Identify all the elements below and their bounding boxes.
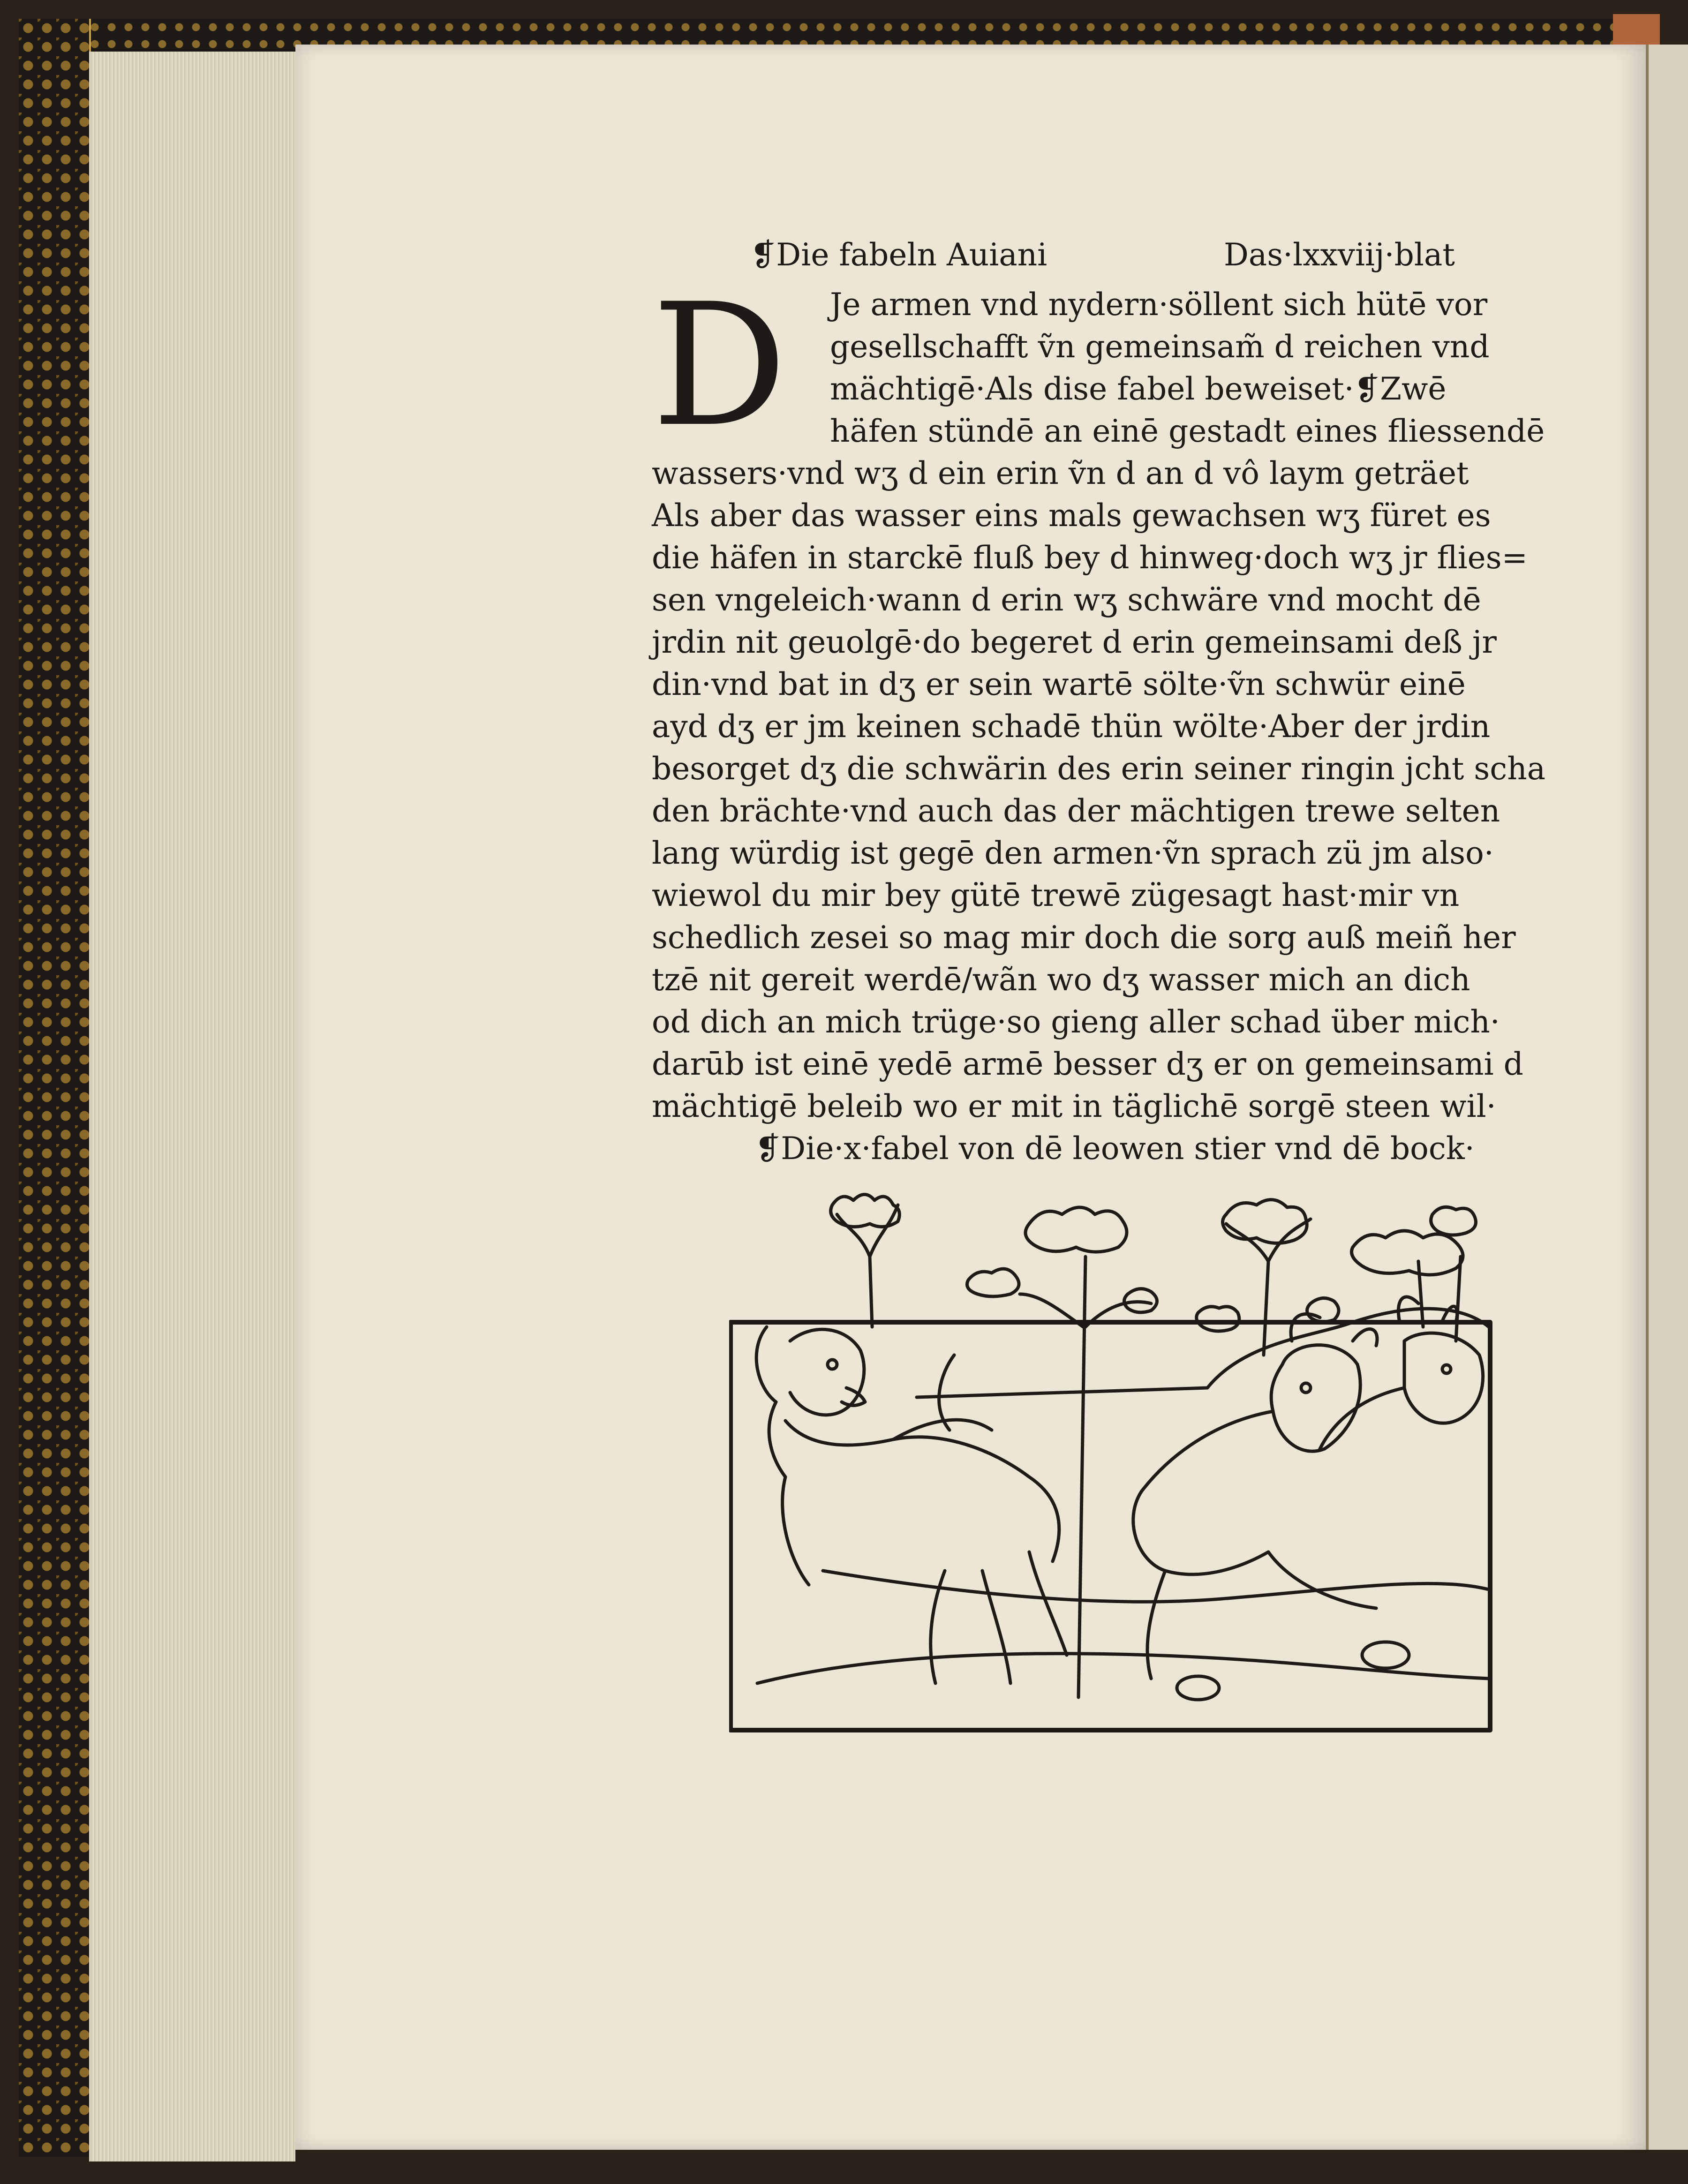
text-line: sen vngeleich·wann d erin wʒ schwäre vnd mocht dē: [652, 582, 1481, 618]
text-line: häfen stündē an einē gestadt eines fliessendē: [830, 413, 1545, 449]
fable-title: ❡Die·x·fabel von dē leowen stier vnd dē bock·: [755, 1130, 1475, 1167]
text-line: besorget dʒ die schwärin des erin seiner ringin jcht scha: [652, 751, 1546, 787]
bookmark-ribbon: [1613, 14, 1660, 47]
gilded-book-board: [19, 19, 91, 2157]
lion-figure: [756, 1327, 1067, 1683]
text-line: lang würdig ist gegē den armen·ṽn sprach zü jm also·: [652, 835, 1494, 871]
text-line: wassers·vnd wʒ d ein erin ṽn d an d vô laym geträet: [652, 455, 1469, 491]
text-line: din·vnd bat in dʒ er sein wartē sölte·ṽn schwür einē: [652, 666, 1466, 702]
text-line: die häfen in starckē fluß bey d hinweg·doch wʒ jr flies=: [652, 540, 1528, 576]
text-line: wiewol du mir bey gütē trewē zügesagt hast·mir vn: [652, 877, 1460, 913]
running-head-title: ❡Die fabeln Auiani: [750, 237, 1047, 273]
stone: [1362, 1642, 1409, 1668]
tree-1: [831, 1195, 900, 1327]
text-line: darūb ist einē yedē armē besser dʒ er on gemeinsami d: [652, 1046, 1523, 1082]
text-line: od dich an mich trüge·so gieng aller schad über mich·: [652, 1004, 1500, 1040]
text-line: schedlich zesei so mag mir doch die sorg auß meiñ her: [652, 919, 1516, 956]
text-line: gesellschafft ṽn gemeinsam̃ d reichen vnd: [830, 329, 1490, 365]
text-line: mächtigē·Als dise fabel beweiset·❡Zwē: [830, 371, 1447, 407]
facing-page-edge: [1646, 45, 1688, 2150]
text-line: Je armen vnd nydern·söllent sich hütē vor: [830, 286, 1488, 323]
drop-cap: D: [652, 267, 787, 464]
stone: [1177, 1676, 1219, 1700]
bull-figure: [1133, 1314, 1377, 1679]
page-edges: [89, 52, 295, 2161]
folio-number: Das·lxxviij·blat: [1224, 237, 1455, 273]
text-line: jrdin nit geuolgē·do begeret d erin gemeinsami deß jr: [652, 624, 1497, 660]
text-line: tzē nit gereit werdē/wãn wo dʒ wasser mich an dich: [652, 962, 1470, 998]
text-line: mächtigē beleib wo er mit in täglichē sorgē steen wil·: [652, 1088, 1496, 1124]
text-line: Als aber das wasser eins mals gewachsen wʒ füret es: [652, 497, 1491, 534]
text-line: ayd dʒ er jm keinen schadē thün wölte·Aber der jrdin: [652, 708, 1491, 745]
page-text-block: [652, 237, 1546, 1170]
woodcut-illustration: [729, 1186, 1538, 1740]
text-line: den brächte·vnd auch das der mächtigen trewe selten: [652, 793, 1500, 829]
